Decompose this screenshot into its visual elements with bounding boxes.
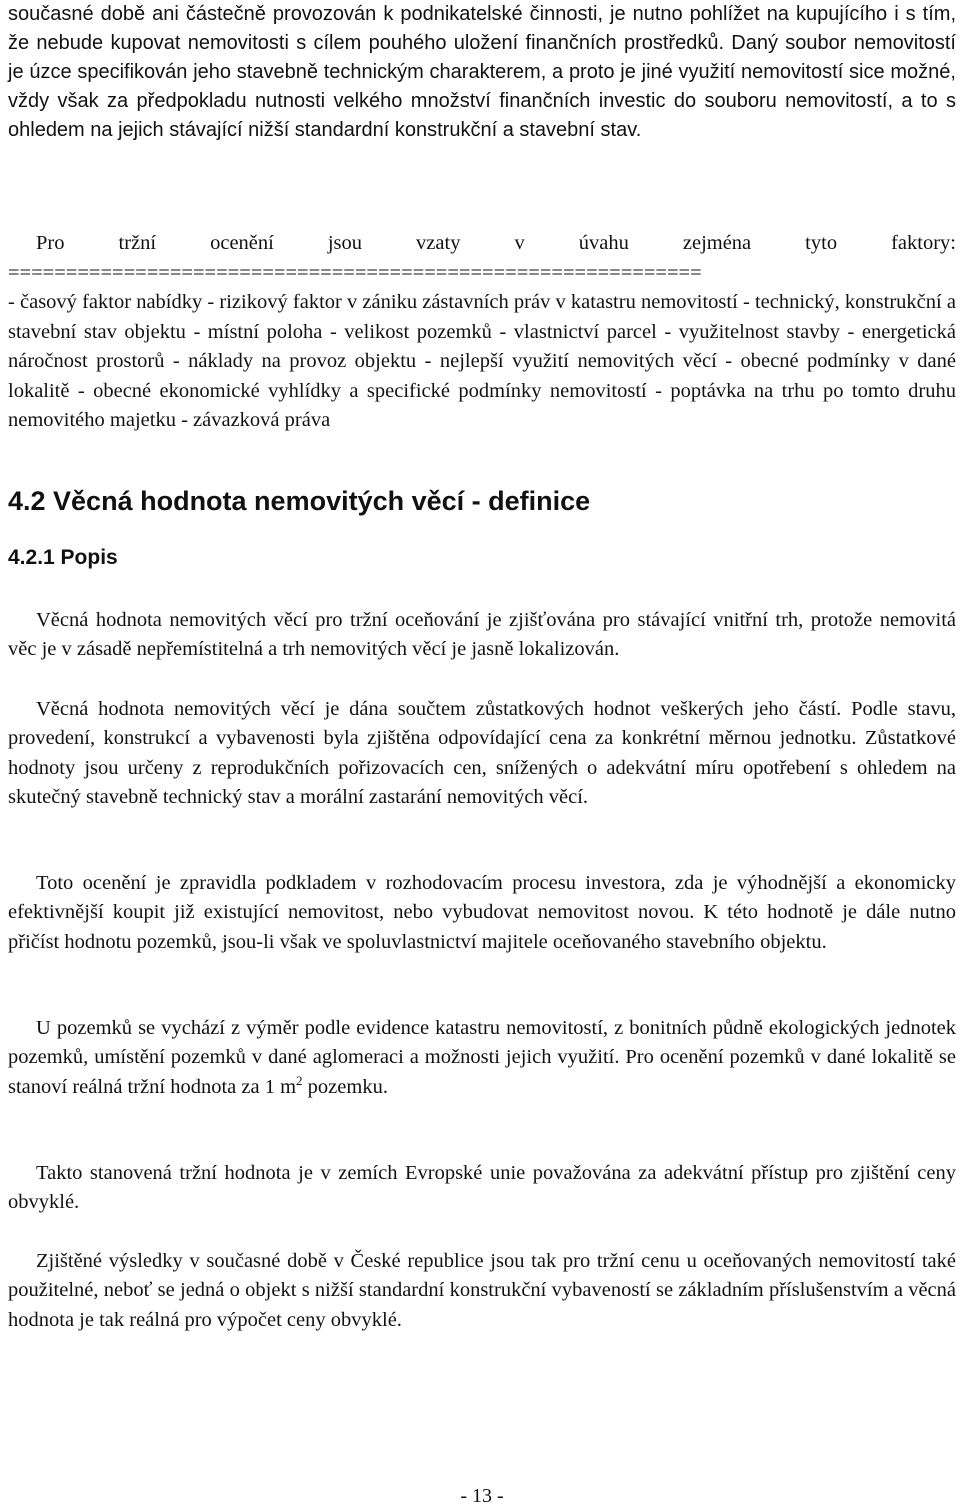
factors-list: - časový faktor nabídky - rizikový faktor v zániku zástavních práv v katastru nemovitostí - technický, konstrukční a stavební stav objektu - místní poloha - velikost pozemků - vlastnictví parcel - využitelnost stavby - energetická náročnost prostorů - náklady na provoz objektu - nejlepší využití nemovitých věcí - obecné podmínky v dané lokalitě - obecné ekonomické vyhlídky a specifické podmínky nemovitostí - poptávka na trhu po tomto druhu nemovitého majetku - závazková práva bbox=[8, 291, 956, 431]
paragraph-investor: Toto ocenění je zpravidla podkladem v rozhodovacím procesu investora, zda je výhodnější a ekonomicky efektivnější koupit již existující nemovitost, nebo vybudovat nemovitost novou. K této hodnotě je dále nutno přičíst hodnotu pozemků, jsou-li však ve spoluvlastnictví majitele oceňovaného stavebního objektu. bbox=[8, 872, 956, 953]
factors-lead: Pro tržní ocenění jsou vzaty v úvahu zejména tyto faktory: bbox=[36, 232, 956, 254]
paragraph-results: Zjištěné výsledky v současné době v České republice jsou tak pro tržní cenu u oceňovaných nemovitostí také použitelné, neboť se jedná o objekt s nižší standardní konstrukční vybaveností se základním příslušenstvím a věcná hodnota je tak reálná pro výpočet ceny obvyklé. bbox=[8, 1250, 956, 1331]
land-text-end: pozemku. bbox=[302, 1075, 388, 1098]
paragraph-land bbox=[8, 1014, 956, 1102]
intro-paragraph: současné době ani částečně provozován k podnikatelské činnosti, je nutno pohlížet na kupujícího i s tím, že nebude kupovat nemovitosti s cílem pouhého uložení finančních prostředků. Daný soubor nemovitostí je úzce specifikován jeho stavebně technickým charakterem, a proto je jiné využití nemovitostí sice možné, vždy však za předpokladu nutnosti velkého množství finančních investic do souboru nemovitostí, a to s ohledem na jejich stávající nižší standardní konstrukční a stavební stav. bbox=[8, 3, 956, 141]
page-number: - 13 - bbox=[460, 1485, 504, 1507]
section-heading: 4.2 Věcná hodnota nemovitých věcí - definice bbox=[8, 486, 591, 516]
paragraph-components: Věcná hodnota nemovitých věcí je dána součtem zůstatkových hodnot veškerých jeho částí. Podle stavu, provedení, konstrukcí a vybavenosti byla zjištěna odpovídající cena za konkrétní měrnou jednotku. Zůstatkové hodnoty jsou určeny z reprodukčních pořizovacích cen, snížených o adekvátní míru opotřebení s ohledem na skutečný stavebně technický stav a morální zastarání nemovitých věcí. bbox=[8, 698, 956, 808]
paragraph-definition: Věcná hodnota nemovitých věcí pro tržní oceňování je zjišťována pro stávající vnitřní trh, protože nemovitá věc je v zásadě nepřemístitelná a trh nemovitých věcí je jasně lokalizován. bbox=[8, 609, 956, 661]
paragraph-eu: Takto stanovená tržní hodnota je v zemích Evropské unie považována za adekvátní přístup pro zjištění ceny obvyklé. bbox=[8, 1162, 956, 1214]
land-text: U pozemků se vychází z výměr podle evidence katastru nemovitostí, z bonitních půdně ekologických jednotek pozemků, umístění pozemků v dané aglomeraci a možnosti jejich využití. Pro ocenění pozemků v dané lokalitě se stanoví reálná tržní hodnota za 1 m bbox=[8, 1017, 956, 1098]
subsection-heading: 4.2.1 Popis bbox=[8, 546, 118, 569]
separator-line: ============================================================ bbox=[8, 261, 702, 284]
square-superscript: 2 bbox=[296, 1072, 303, 1088]
valuation-factors bbox=[8, 229, 956, 436]
